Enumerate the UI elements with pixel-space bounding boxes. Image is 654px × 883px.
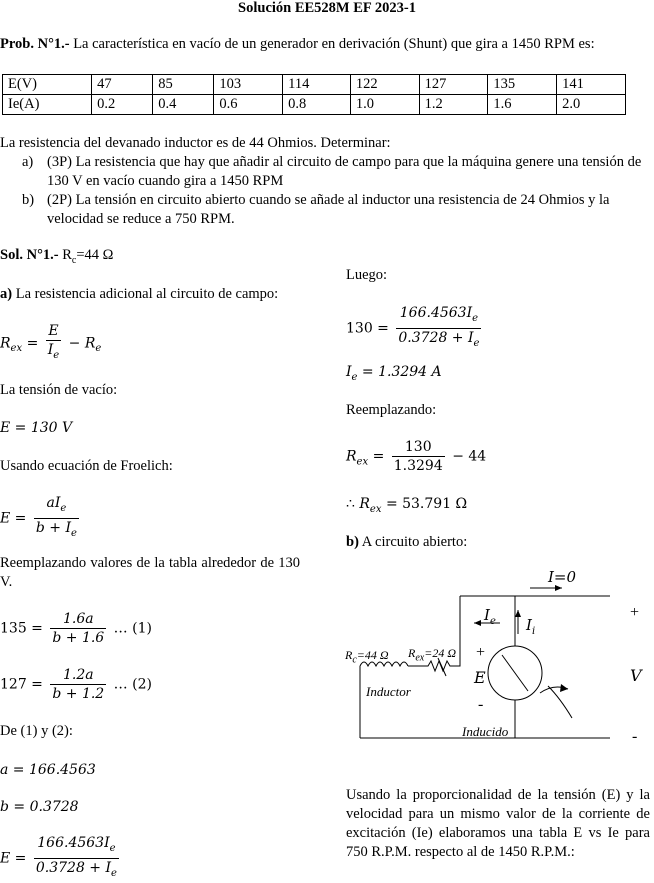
eq-e130: E = 130 V — [0, 420, 73, 436]
v-label: V — [630, 666, 642, 685]
ii-arrowhead — [515, 610, 521, 617]
problem-text: La característica en vacío de un generador en derivación (Shunt) que gira a 1450 RPM es: — [73, 36, 595, 52]
eq-130-frac — [396, 304, 481, 353]
table-cell: 1.0 — [350, 95, 419, 115]
ii-label — [526, 616, 535, 637]
ii-sub: i — [531, 626, 536, 637]
rotation-arrow — [548, 686, 572, 718]
i-zero-label: I=0 — [548, 568, 577, 586]
no-load-text: La tensión de vacío: — [0, 382, 118, 398]
rex-label-sub: ex — [415, 652, 425, 664]
eq-2-lhs: 127 = — [0, 676, 43, 693]
part-a-label: a) — [0, 286, 13, 302]
rex-label-value: =24 Ω — [424, 646, 457, 660]
eq-2-num: 1.2a — [62, 667, 94, 683]
table-cell: 127 — [419, 75, 488, 95]
table-cell: 0.6 — [214, 95, 283, 115]
table-cell: 0.4 — [153, 95, 214, 115]
eq-1-lhs: 135 = — [0, 620, 43, 637]
table-row — [3, 95, 626, 115]
eq-froelich-num — [44, 494, 68, 518]
question-b-text: (2P) La tensión en circuito abierto cuando se añade al inductor una resistencia de 24 Ohmios y la velocidad se reduce a 750 RPM. — [47, 192, 610, 227]
eq-ie-sub: e — [351, 371, 358, 383]
froelich-text: Usando ecuación de Froelich: — [0, 458, 173, 474]
eq-2-tail: … (2) — [113, 676, 152, 693]
eq-130-den — [396, 328, 481, 353]
eq-130-num — [398, 304, 480, 328]
eq-result-sub: ex — [369, 503, 382, 515]
no-load-characteristic-table — [2, 74, 626, 115]
eq-rex2 — [346, 438, 486, 475]
question-b-marker: b) — [22, 192, 35, 208]
table-cell: 2.0 — [557, 95, 626, 115]
ii-main: I — [526, 616, 532, 634]
then-text: Luego: — [346, 267, 388, 283]
rex-label — [408, 646, 456, 663]
eq-130-num-main: 166.4563I — [399, 305, 473, 321]
eq-2 — [0, 666, 152, 703]
rc-label — [345, 648, 389, 665]
eq-rex-den — [46, 340, 61, 365]
eq-1-num: 1.6a — [62, 611, 94, 627]
eq-result-main: R — [359, 496, 370, 512]
question-a-text: (3P) La resistencia que hay que añadir al circuito de campo para que la máquina genere una tensión de 130 V en vacío cuando gira a 1450 RPM — [47, 154, 642, 189]
table-cell: 85 — [153, 75, 214, 95]
eq-final-num-sub: e — [109, 842, 116, 854]
eq-final-den — [34, 858, 119, 883]
eq-ie — [346, 364, 442, 383]
eq-rex-lhs-sub: ex — [10, 343, 23, 355]
eq-froelich-lhs: E = — [0, 510, 27, 527]
final-paragraph: Usando la proporcionalidad de la tensión (E) y la velocidad para un mismo valor de la corriente de excitación (Ie) elaboramos una tabla E vs Ie para 750 R.P.M. respecto al de 1450 R.P.M.: — [346, 787, 650, 860]
part-a-text: La resistencia adicional al circuito de campo: — [15, 286, 279, 302]
eq-final-lhs: E = — [0, 850, 27, 867]
eq-final-den-main: 0.3728 + I — [35, 859, 112, 876]
resistance-statement: La resistencia del devanado inductor es de 44 Ohmios. Determinar: — [0, 135, 391, 151]
eq-130-num-sub: e — [472, 312, 479, 324]
ie-label — [484, 606, 496, 627]
eq-final-num-main: 166.4563I — [37, 835, 110, 851]
replacing-text: Reemplazando: — [346, 402, 437, 418]
eq-rex-den-sub: e — [53, 349, 60, 361]
table-cell: 135 — [488, 75, 557, 95]
problem-label: Prob. N°1.- — [0, 36, 70, 52]
eq-result-rest: = 53.791 Ω — [385, 496, 468, 512]
from-text: De (1) y (2): — [0, 723, 73, 739]
eq-ie-rest: = 1.3294 A — [361, 364, 442, 380]
equals-sign: = — [372, 448, 385, 465]
eq-rex2-lhs-sub: ex — [356, 456, 369, 468]
eq-froelich-num-sub: e — [60, 502, 67, 514]
part-b-text: A circuito abierto: — [361, 534, 468, 550]
table-cell: 114 — [283, 75, 351, 95]
eq-rex2-lhs: R — [346, 448, 357, 465]
eq-rex-num: E — [48, 323, 59, 339]
table-cell: 0.2 — [92, 95, 153, 115]
rex-label-main: R — [408, 646, 416, 660]
table-cell: 122 — [350, 75, 419, 95]
equals-sign: = — [26, 335, 39, 352]
question-a — [22, 153, 654, 191]
eq-1-frac — [50, 610, 106, 647]
eq-rex-frac — [46, 322, 61, 365]
question-a-marker: a) — [22, 154, 34, 170]
eq-2-frac — [50, 666, 106, 703]
eq-froelich-num-main: aI — [46, 495, 61, 511]
problem-statement — [0, 36, 595, 53]
solution-header — [0, 247, 113, 266]
eq-1-tail: … (1) — [113, 620, 152, 637]
inducido-label: Inducido — [462, 724, 509, 739]
table-cell: 1.2 — [419, 95, 488, 115]
inductor-label: Inductor — [366, 684, 411, 699]
eq-final-num — [35, 834, 117, 858]
eq-130 — [346, 304, 484, 353]
eq-2-den: b + 1.2 — [52, 686, 105, 702]
table-cell: 103 — [214, 75, 283, 95]
eq-b: b = 0.3728 — [0, 799, 79, 815]
e-label: E — [474, 668, 486, 687]
ie-sub: e — [489, 616, 496, 627]
rc-sub: c — [71, 254, 77, 266]
solution-label: Sol. N°1.- — [0, 247, 59, 263]
part-a-heading — [0, 286, 278, 303]
table-cell: 141 — [557, 75, 626, 95]
table-row — [3, 75, 626, 95]
eq-final — [0, 834, 122, 883]
plus-right: + — [630, 604, 640, 621]
ie-arrowhead — [474, 620, 481, 626]
part-b-heading — [346, 534, 467, 551]
page-title: Solución EE528M EF 2023-1 — [238, 0, 416, 16]
eq-froelich-den — [34, 518, 79, 543]
eq-rex-tail-sub: e — [95, 343, 102, 355]
eq-result — [346, 496, 467, 515]
eq-rex-den-main: I — [47, 342, 54, 358]
rotation-arrowhead — [560, 684, 568, 692]
eq-130-den-main: 0.3728 + I — [398, 329, 474, 346]
rc-label-sub: c — [352, 654, 357, 666]
table-row-header: E(V) — [3, 75, 92, 95]
rc-main: R — [62, 247, 72, 263]
replace-text: Reemplazando valores de la tabla alrededor de 130 V. — [0, 555, 300, 590]
therefore-symbol: ∴ — [346, 496, 355, 512]
eq-1 — [0, 610, 152, 647]
eq-a: a = 166.4563 — [0, 762, 96, 778]
part-b-label: b) — [346, 534, 359, 550]
eq-froelich-den-main: b + I — [35, 519, 71, 536]
table-cell: 47 — [92, 75, 153, 95]
eq-130-lhs: 130 = — [346, 320, 389, 337]
eq-1-den: b + 1.6 — [52, 630, 105, 646]
rc-label-value: =44 Ω — [356, 648, 389, 662]
eq-rex — [0, 322, 101, 365]
rc-rest: =44 Ω — [76, 247, 114, 263]
eq-rex2-den: 1.3294 — [393, 458, 443, 474]
eq-rex-tail: R — [84, 335, 96, 352]
minus-e: - — [478, 696, 484, 713]
eq-rex2-num: 130 — [404, 439, 432, 455]
eq-froelich — [0, 494, 82, 543]
minus-sign: − — [68, 335, 81, 352]
eq-final-den-sub: e — [111, 867, 117, 879]
circuit-diagram — [340, 568, 654, 768]
rc-label-main: R — [345, 648, 353, 662]
eq-rex2-frac — [392, 438, 445, 475]
eq-final-frac — [34, 834, 119, 883]
table-cell: 0.8 — [283, 95, 351, 115]
eq-rex-lhs: R — [0, 335, 11, 352]
ie-main: I — [484, 606, 490, 624]
table-row-header: Ie(A) — [3, 95, 92, 115]
eq-130-den-sub: e — [473, 337, 480, 349]
eq-rex2-tail: − 44 — [452, 448, 487, 465]
eq-ie-main: I — [346, 364, 352, 380]
table-cell: 1.6 — [488, 95, 557, 115]
eq-froelich-frac — [34, 494, 79, 543]
minus-right: - — [632, 728, 638, 745]
plus-e: + — [476, 644, 486, 661]
question-b — [22, 191, 654, 229]
eq-froelich-den-sub: e — [70, 527, 77, 539]
